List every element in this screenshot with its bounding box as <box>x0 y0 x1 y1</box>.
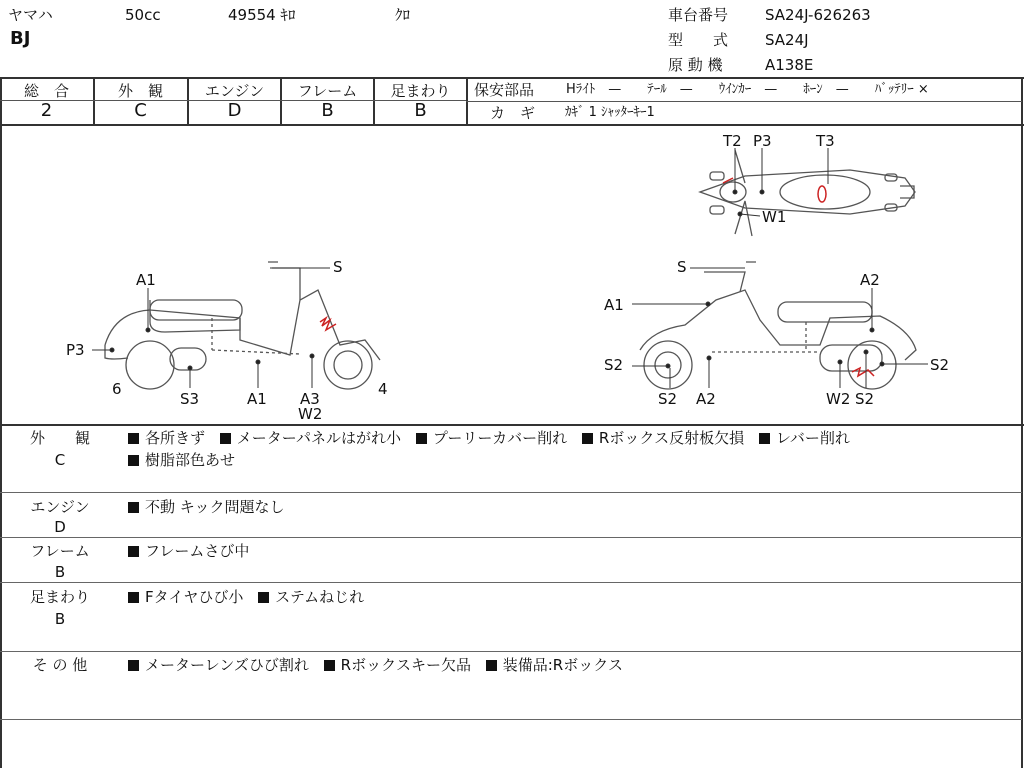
remarks-engine-line1: 不動 キック問題なし <box>128 496 294 518</box>
label-a1: A1 <box>247 390 267 408</box>
label-a2: A2 <box>860 271 880 289</box>
scooter-diagram <box>0 125 1024 425</box>
label-a1: A1 <box>136 271 156 289</box>
safety-parts-items: Hﾗｲﾄ — ﾃｰﾙ — ｳｲﾝｶｰ — ﾎｰﾝ — ﾊﾞｯﾃﾘｰ × <box>566 82 929 97</box>
remarks-exterior-label: 外 観 <box>29 429 90 447</box>
top-view-scooter <box>700 150 915 236</box>
remarks-suspension-line1: Fタイヤひび小 ステムねじれ <box>128 586 374 608</box>
divider <box>0 424 1024 426</box>
label-s: S <box>333 258 343 276</box>
engine-model-value: A138E <box>765 56 814 74</box>
label-a3: A3 <box>300 390 320 408</box>
remarks-exterior-line2: 樹脂部色あせ <box>128 449 245 471</box>
divider <box>0 582 1022 583</box>
divider <box>0 651 1022 652</box>
grade-value-exterior: C <box>134 100 147 121</box>
remarks-suspension-label: 足まわり <box>29 588 90 606</box>
type-label: 型 式 <box>668 31 729 49</box>
grade-value-engine: D <box>227 100 242 121</box>
remarks-engine-label: エンジン <box>30 498 90 516</box>
key-label: カ ギ <box>490 104 536 122</box>
label-w2: W2 <box>298 405 323 423</box>
label-w2: W2 <box>826 390 851 408</box>
frame-number-value: SA24J-626263 <box>765 6 871 24</box>
remarks-frame-line1: フレームさび中 <box>128 540 259 562</box>
frame-number-label: 車台番号 <box>668 6 729 24</box>
type-value: SA24J <box>765 31 809 49</box>
divider <box>0 492 1022 493</box>
grade-label-suspension: 足まわり <box>390 82 451 100</box>
displacement: 50cc <box>125 6 161 24</box>
label-t2: T2 <box>723 132 742 150</box>
grade-value-overall: 2 <box>40 100 53 121</box>
grade-value-frame: B <box>321 100 334 121</box>
remarks-other-line1: メーターレンズひび割れ Rボックスキー欠品 装備品:Rボックス <box>128 654 633 676</box>
divider <box>0 719 1022 720</box>
divider <box>0 537 1022 538</box>
remarks-exterior-line1: 各所きず メーターパネルはがれ小 プーリーカバー削れ Rボックス反射板欠損 レバー削れ <box>128 427 860 449</box>
divider <box>0 77 1024 79</box>
label-s2: S2 <box>930 356 950 374</box>
label-s: S <box>677 258 687 276</box>
divider <box>466 101 1022 102</box>
label-s3: S3 <box>180 390 200 408</box>
label-6: 6 <box>112 380 122 398</box>
grade-label-exterior: 外 観 <box>117 82 163 100</box>
label-s2: S2 <box>658 390 678 408</box>
safety-parts-title: 保安部品 <box>474 81 535 99</box>
label-4: 4 <box>378 380 388 398</box>
label-s2: S2 <box>604 356 624 374</box>
label-a1: A1 <box>604 296 624 314</box>
grade-value-suspension: B <box>414 100 427 121</box>
model-name: BJ <box>10 28 31 49</box>
engine-model-label: 原 動 機 <box>668 56 723 74</box>
grade-label-engine: エンジン <box>204 82 265 100</box>
remarks-exterior-grade: C <box>54 451 66 469</box>
grade-label-overall: 総 合 <box>23 82 69 100</box>
color: ｸﾛ <box>395 6 411 24</box>
remarks-frame-label: フレーム <box>30 542 90 560</box>
label-a2: A2 <box>696 390 716 408</box>
grade-label-frame: フレーム <box>297 82 358 100</box>
maker: ヤマハ <box>8 6 53 24</box>
key-value: ｶｷﾞ 1 ｼｬｯﾀｰｷｰ1 <box>565 105 655 120</box>
label-t3: T3 <box>816 132 835 150</box>
label-p3: P3 <box>66 341 85 359</box>
label-p3: P3 <box>753 132 772 150</box>
label-s2: S2 <box>855 390 875 408</box>
remarks-suspension-grade: B <box>54 610 66 628</box>
remarks-other-label: そ の 他 <box>32 656 88 674</box>
label-w1: W1 <box>762 208 787 226</box>
remarks-frame-grade: B <box>54 563 66 581</box>
mileage: 49554 ｷﾛ <box>228 6 296 24</box>
remarks-engine-grade: D <box>54 518 66 536</box>
